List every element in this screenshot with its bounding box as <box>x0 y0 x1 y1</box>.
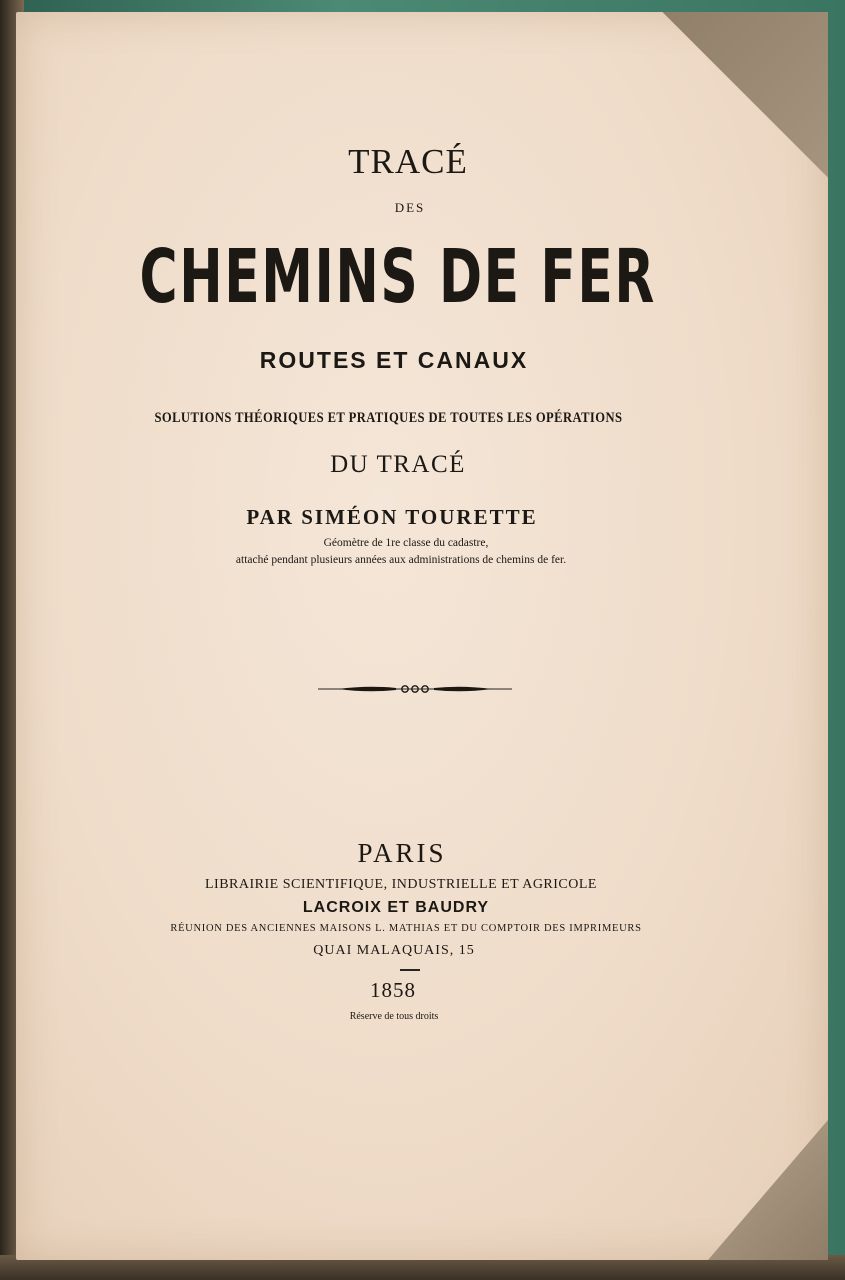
ornament-divider <box>318 682 512 696</box>
author: PAR SIMÉON TOURETTE <box>246 505 538 529</box>
short-rule-divider <box>400 969 420 971</box>
subtitle: ROUTES ET CANAUX <box>259 347 529 373</box>
publisher-address: QUAI MALAQUAIS, 15 <box>313 943 475 958</box>
publisher-name: LACROIX ET BAUDRY <box>302 899 490 916</box>
publisher-line: RÉUNION DES ANCIENNES MAISONS L. MATHIAS ET DU COMPTOIR DES IMPRIMEURS <box>170 923 642 934</box>
publisher-line: LIBRAIRIE SCIENTIFIQUE, INDUSTRIELLE ET AGRICOLE <box>205 877 597 892</box>
rights-notice: Réserve de tous droits <box>349 1011 439 1022</box>
imprint-city: PARIS <box>357 838 447 868</box>
title-connector: DES <box>394 200 426 215</box>
title-top: TRACÉ <box>348 142 468 181</box>
corner-protector-bottom-right <box>708 1120 828 1260</box>
description: SOLUTIONS THÉORIQUES ET PRATIQUES DE TOUTES LES OPÉRATIONS <box>154 410 623 426</box>
publication-year: 1858 <box>370 978 416 1002</box>
author-credentials-line: Géomètre de 1re classe du cadastre, <box>323 537 489 549</box>
author-credentials-line: attaché pendant plusieurs années aux administrations de chemins de fer. <box>235 554 567 566</box>
description-end: DU TRACÉ <box>330 451 466 478</box>
title-main: CHEMINS DE FER <box>139 234 656 320</box>
